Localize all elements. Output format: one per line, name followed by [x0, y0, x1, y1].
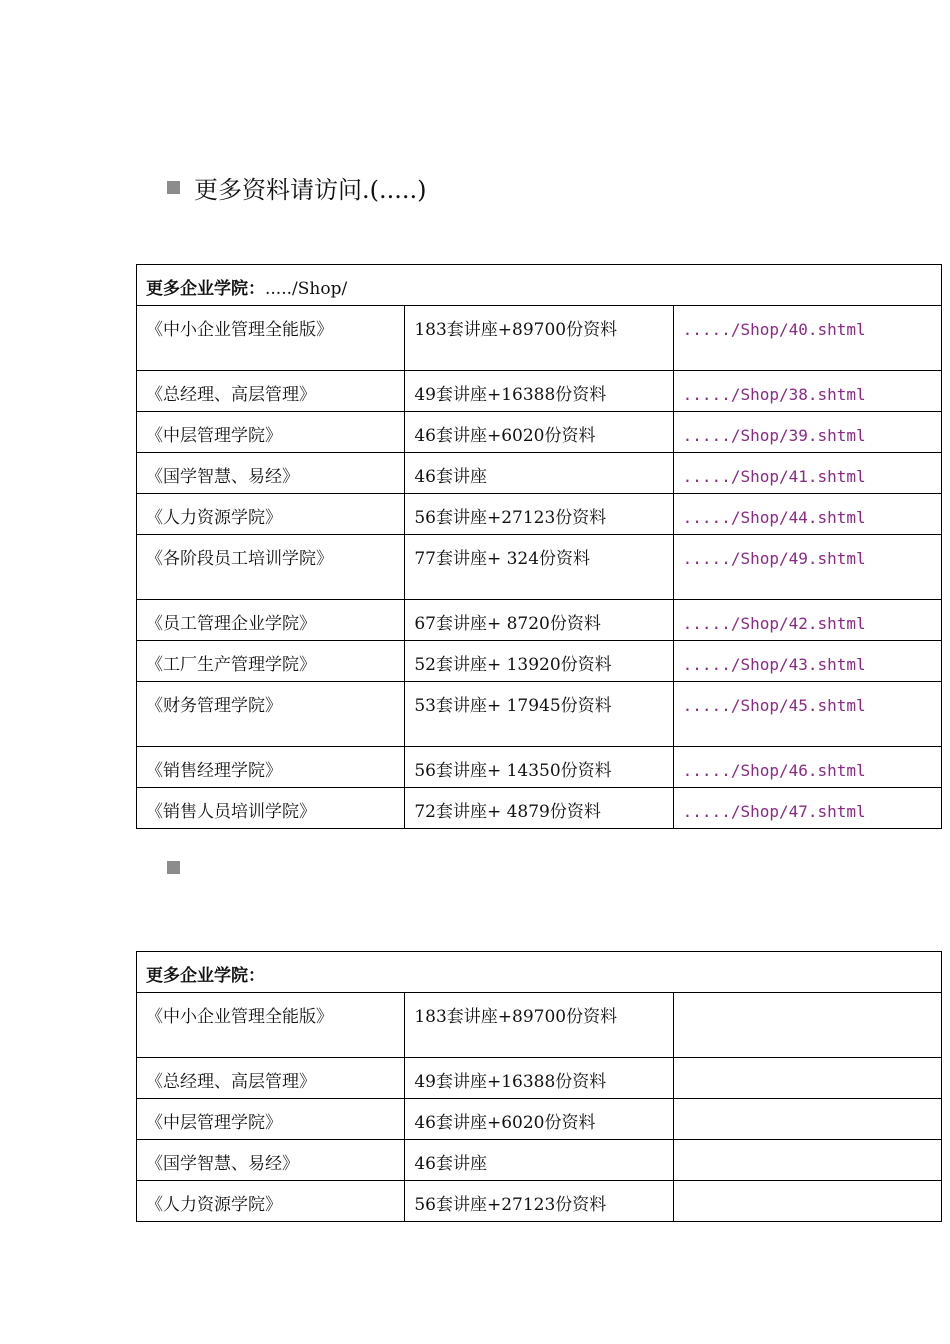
course-count: 77套讲座+ 324份资料	[405, 535, 673, 600]
course-count: 46套讲座	[405, 1140, 673, 1181]
course-count: 56套讲座+27123份资料	[405, 1181, 673, 1222]
table-row	[137, 1099, 942, 1140]
course-table-1	[136, 264, 942, 829]
bullet-square-icon	[167, 861, 180, 874]
empty-link-cell	[673, 1181, 941, 1222]
course-count: 183套讲座+89700份资料	[405, 306, 673, 371]
table-row	[137, 306, 942, 371]
course-count: 56套讲座+ 14350份资料	[405, 747, 673, 788]
course-count: 53套讲座+ 17945份资料	[405, 682, 673, 747]
table-row	[137, 412, 942, 453]
course-link[interactable]: ...../Shop/47.shtml	[682, 802, 866, 821]
section2-heading	[167, 861, 194, 874]
course-name: 《工厂生产管理学院》	[137, 641, 405, 682]
table-row	[137, 371, 942, 412]
course-name: 《中小企业管理全能版》	[137, 993, 405, 1058]
course-link[interactable]: ...../Shop/40.shtml	[682, 320, 866, 339]
course-name: 《国学智慧、易经》	[137, 453, 405, 494]
table-row	[137, 682, 942, 747]
course-name: 《财务管理学院》	[137, 682, 405, 747]
course-link[interactable]: ...../Shop/41.shtml	[682, 467, 866, 486]
table-row	[137, 535, 942, 600]
course-name: 《各阶段员工培训学院》	[137, 535, 405, 600]
course-count: 183套讲座+89700份资料	[405, 993, 673, 1058]
course-link[interactable]: ...../Shop/44.shtml	[682, 508, 866, 527]
table-row	[137, 494, 942, 535]
course-count: 46套讲座+6020份资料	[405, 1099, 673, 1140]
course-name: 《人力资源学院》	[137, 1181, 405, 1222]
course-count: 49套讲座+16388份资料	[405, 371, 673, 412]
table-header-row	[137, 265, 942, 306]
table-row	[137, 788, 942, 829]
section1-heading	[167, 170, 427, 205]
course-name: 《销售经理学院》	[137, 747, 405, 788]
section1-heading-text: 更多资料请访问.(.....)	[194, 176, 427, 204]
course-name: 《中层管理学院》	[137, 412, 405, 453]
empty-link-cell	[673, 1099, 941, 1140]
course-link[interactable]: ...../Shop/45.shtml	[682, 696, 866, 715]
course-link[interactable]: ...../Shop/38.shtml	[682, 385, 866, 404]
bullet-square-icon	[167, 181, 180, 194]
course-name: 《总经理、高层管理》	[137, 371, 405, 412]
course-count: 67套讲座+ 8720份资料	[405, 600, 673, 641]
course-link[interactable]: ...../Shop/43.shtml	[682, 655, 866, 674]
table-row	[137, 1181, 942, 1222]
course-name: 《销售人员培训学院》	[137, 788, 405, 829]
course-count: 49套讲座+16388份资料	[405, 1058, 673, 1099]
table-header-label: 更多企业学院：	[146, 966, 265, 986]
table-header-cell	[137, 265, 942, 306]
table-header-row	[137, 952, 942, 993]
table-row	[137, 747, 942, 788]
course-name: 《人力资源学院》	[137, 494, 405, 535]
course-name: 《员工管理企业学院》	[137, 600, 405, 641]
table-row	[137, 1058, 942, 1099]
table-row	[137, 641, 942, 682]
table-header-cell	[137, 952, 942, 993]
course-link[interactable]: ...../Shop/46.shtml	[682, 761, 866, 780]
table-row	[137, 600, 942, 641]
course-name: 《国学智慧、易经》	[137, 1140, 405, 1181]
course-count: 52套讲座+ 13920份资料	[405, 641, 673, 682]
course-link[interactable]: ...../Shop/42.shtml	[682, 614, 866, 633]
course-link[interactable]: ...../Shop/39.shtml	[682, 426, 866, 445]
course-count: 56套讲座+27123份资料	[405, 494, 673, 535]
course-name: 《中小企业管理全能版》	[137, 306, 405, 371]
course-count: 72套讲座+ 4879份资料	[405, 788, 673, 829]
table-header-url[interactable]: ...../Shop/	[265, 279, 348, 299]
course-count: 46套讲座	[405, 453, 673, 494]
table-row	[137, 453, 942, 494]
course-link[interactable]: ...../Shop/49.shtml	[682, 549, 866, 568]
empty-link-cell	[673, 993, 941, 1058]
course-name: 《中层管理学院》	[137, 1099, 405, 1140]
empty-link-cell	[673, 1140, 941, 1181]
table-row	[137, 993, 942, 1058]
course-table-2	[136, 951, 942, 1222]
empty-link-cell	[673, 1058, 941, 1099]
course-name: 《总经理、高层管理》	[137, 1058, 405, 1099]
course-count: 46套讲座+6020份资料	[405, 412, 673, 453]
table-row	[137, 1140, 942, 1181]
table-header-label: 更多企业学院：	[146, 279, 265, 299]
